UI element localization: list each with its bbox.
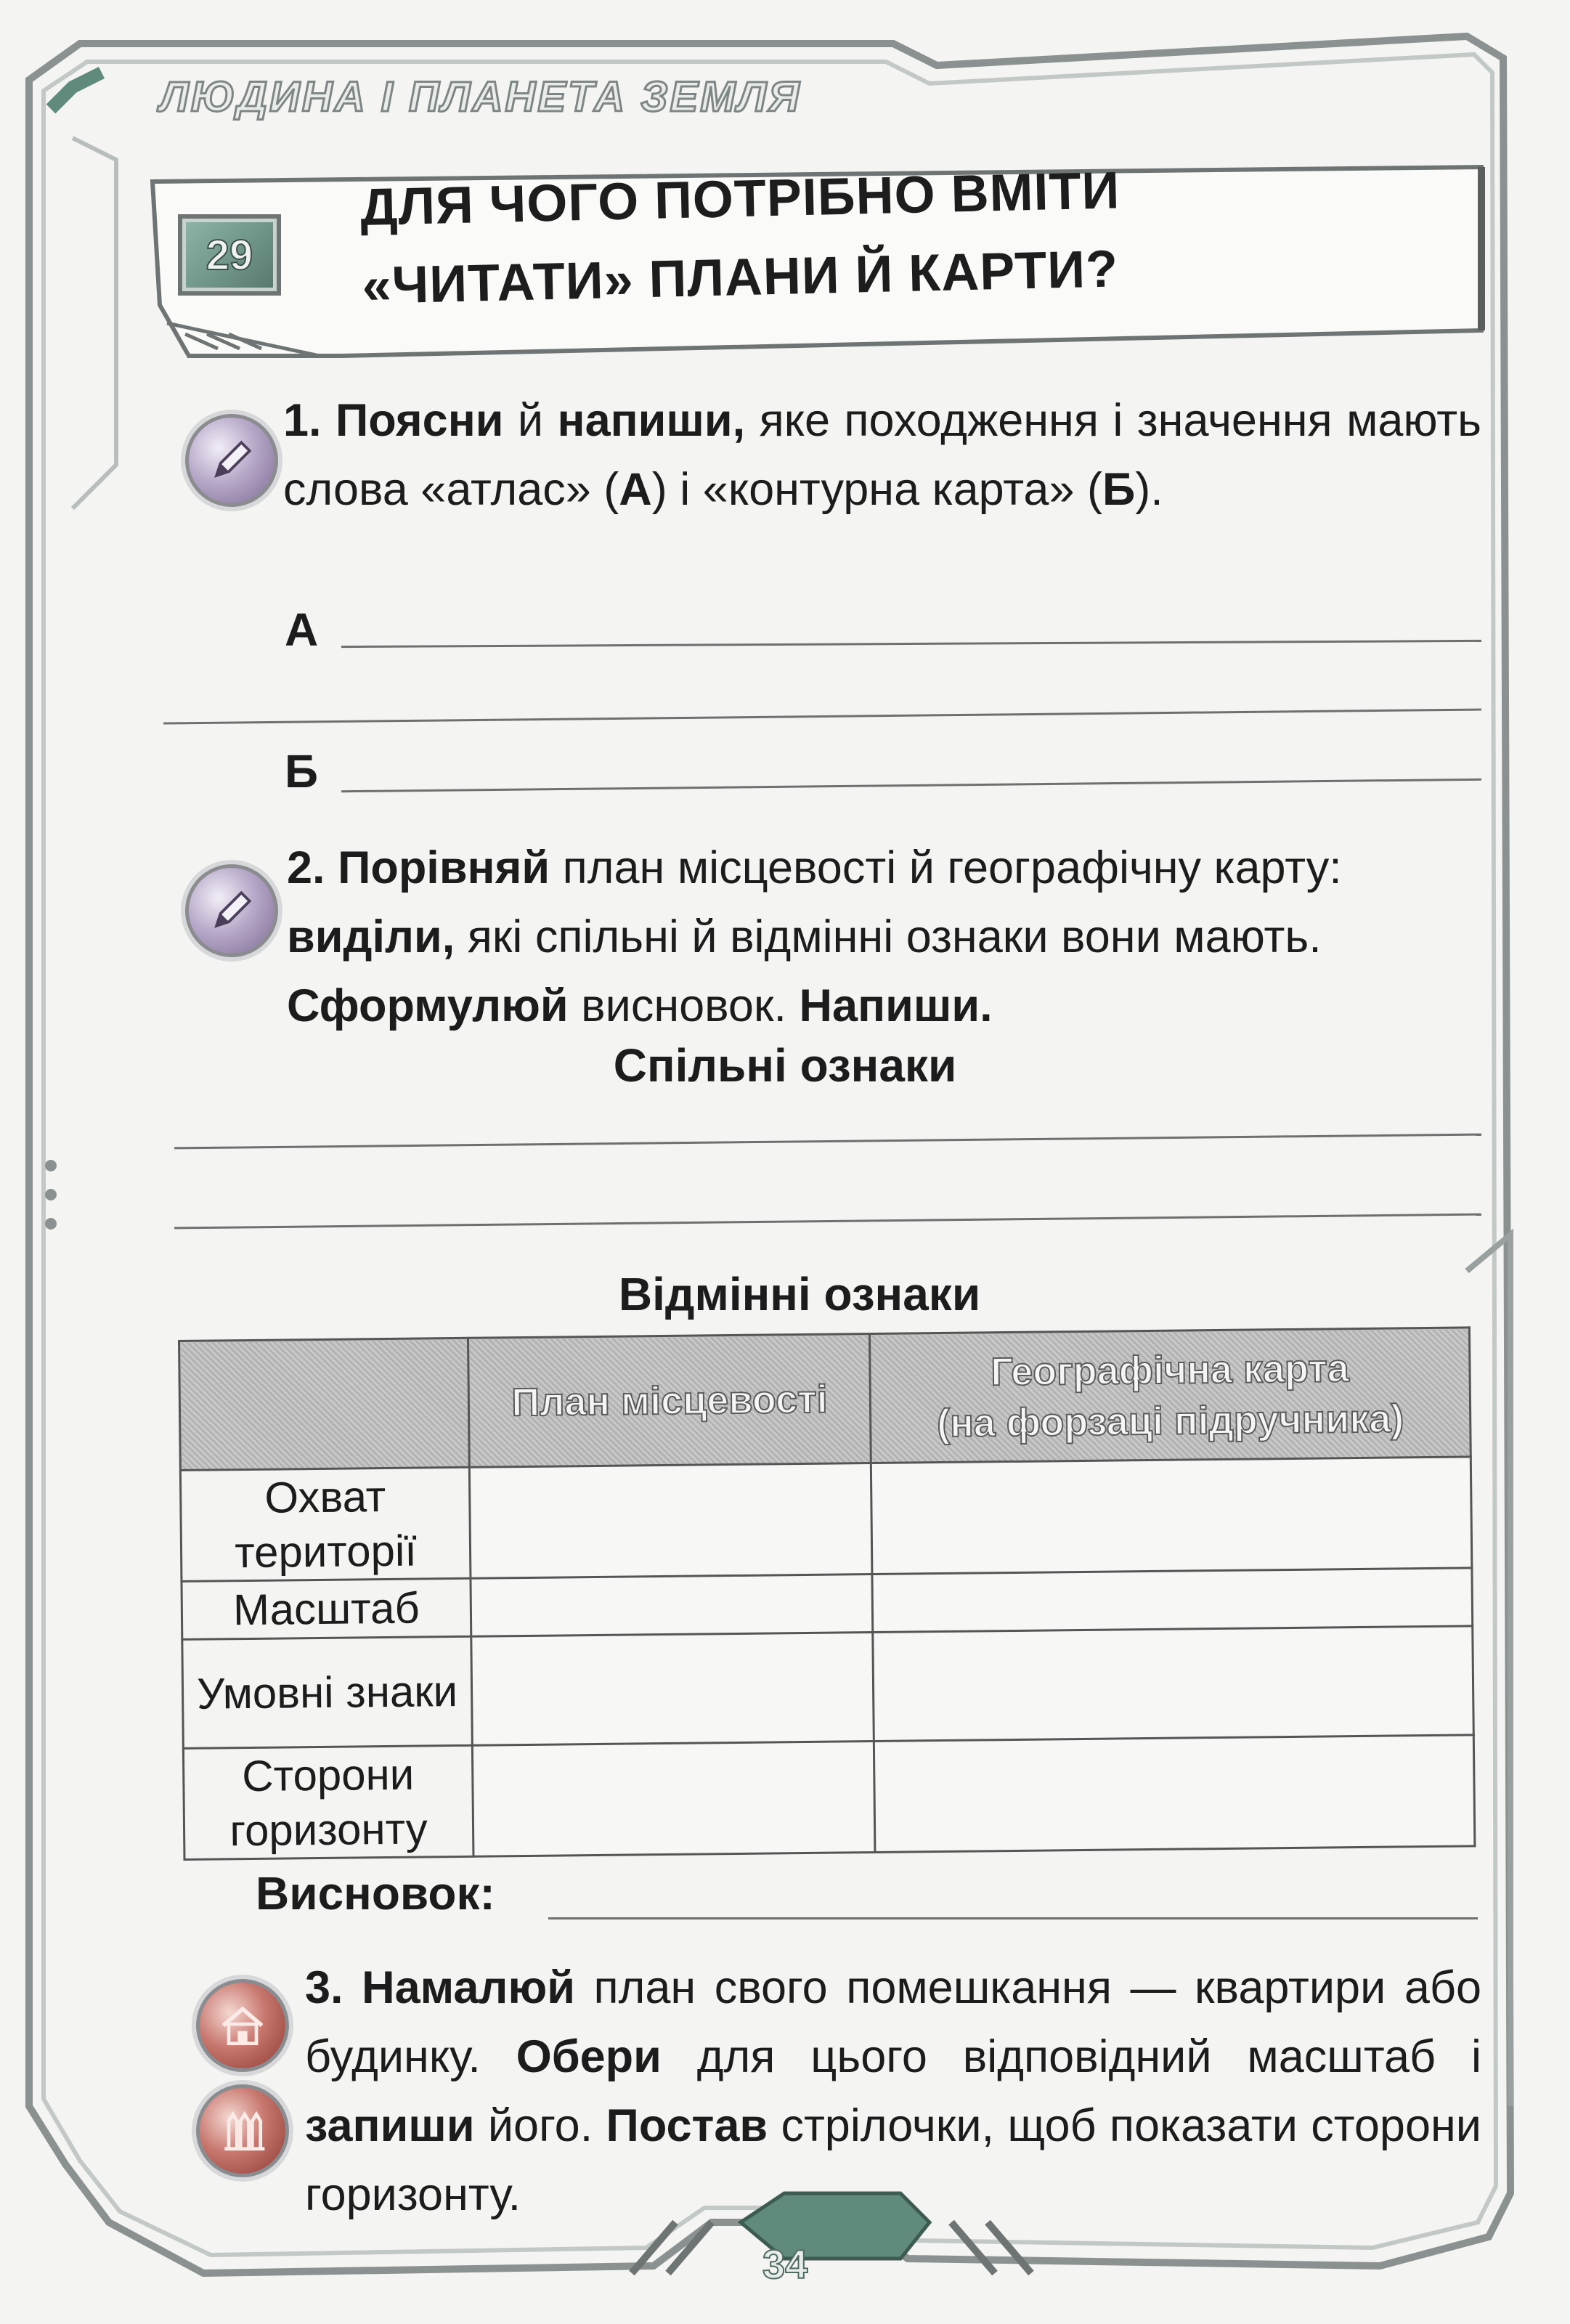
task-2-verb-formulate: Сформулюй	[287, 980, 569, 1031]
cell-map-scale[interactable]	[872, 1568, 1473, 1633]
task-3-verb-choose: Обери	[516, 2031, 662, 2082]
task-2-body-c: висновок.	[581, 980, 787, 1031]
table-header-map	[869, 1328, 1471, 1463]
task-1-body-b: ) і «контурна карта» (	[651, 464, 1102, 515]
task-2-text	[287, 834, 1485, 1041]
task-3-body-d: стрілочки, щоб показати сторони горизонту.	[305, 2100, 1481, 2220]
task-2-verb-compare: Порівняй	[338, 842, 550, 893]
task-3-verb-record: запиши	[305, 2100, 475, 2151]
task-2-verb-write: Напиши.	[799, 980, 993, 1031]
answer-a-label: А	[285, 604, 319, 656]
table-row	[182, 1626, 1473, 1749]
different-features-title: Відмінні ознаки	[618, 1268, 981, 1320]
cell-map-directions[interactable]	[874, 1735, 1475, 1853]
page-number: 34	[762, 2241, 808, 2287]
common-features-title: Спільні ознаки	[613, 1039, 957, 1092]
task-1-number: 1.	[283, 395, 322, 446]
pencil-icon	[185, 414, 278, 507]
task-1-body-c: ).	[1135, 464, 1163, 515]
task-3-body-a: план свого помешкання — квартири або будинку.	[305, 1962, 1481, 2082]
task-2-body-b: які спільні й відмінні ознаки вони мають.	[467, 911, 1322, 962]
cell-plan-directions[interactable]	[472, 1741, 875, 1856]
task-1-text	[283, 386, 1481, 524]
conclusion-line[interactable]	[548, 1917, 1478, 1919]
task-2-body-a: план місцевості й географічну карту:	[562, 842, 1342, 893]
section-title: ЛЮДИНА І ПЛАНЕТА ЗЕМЛЯ	[160, 73, 802, 121]
lesson-number-badge: 29	[178, 214, 281, 296]
task-2-number: 2.	[287, 842, 325, 893]
task-1-label-b: Б	[1102, 464, 1136, 515]
answer-b-label: Б	[285, 745, 318, 797]
table-corner-header	[179, 1338, 470, 1470]
task-1-verb-write: напиши,	[557, 395, 746, 446]
table-header-map-title: Географічна карта	[990, 1346, 1350, 1394]
task-2-verb-select: виділи,	[287, 911, 455, 962]
cell-plan-scale[interactable]	[471, 1575, 873, 1637]
task-3-verb-place: Постав	[606, 2100, 768, 2151]
lesson-title	[359, 143, 1489, 325]
cell-plan-symbols[interactable]	[471, 1633, 874, 1746]
table-row	[180, 1457, 1472, 1582]
task-3-body-b: для цього відповідний масштаб і	[696, 2031, 1481, 2082]
pencils-icon	[196, 2084, 289, 2177]
task-1-verb-explain: Поясни	[335, 395, 504, 446]
row-label-directions: Сторони горизонту	[183, 1745, 473, 1859]
cell-map-symbols[interactable]	[873, 1626, 1474, 1742]
task-3-verb-draw: Намалюй	[362, 1962, 575, 2013]
cell-plan-coverage[interactable]	[469, 1463, 872, 1579]
comparison-table	[178, 1326, 1476, 1861]
pencil-icon	[185, 864, 278, 957]
task-3-body-c: його.	[487, 2100, 593, 2151]
table-header-map-note: (на форзаці підручника)	[936, 1396, 1404, 1445]
task-1-body-a: яке походження і значення мають слова «атлас» (	[283, 395, 1481, 515]
house-icon	[196, 1979, 289, 2072]
conclusion-label: Висновок:	[256, 1867, 495, 1919]
task-1-label-a: А	[619, 464, 652, 515]
task-3-number: 3.	[305, 1962, 343, 2013]
task-3-text	[305, 1954, 1481, 2230]
row-label-coverage: Охват території	[180, 1467, 471, 1581]
row-label-symbols: Умовні знаки	[182, 1636, 473, 1748]
row-label-scale: Масштаб	[182, 1578, 471, 1639]
table-header-plan: План місцевості	[468, 1334, 871, 1468]
lesson-title-line-2: «ЧИТАТИ» ПЛАНИ Й КАРТИ?	[361, 240, 1119, 315]
task-1-conjunction: й	[517, 395, 544, 446]
table-row	[183, 1735, 1475, 1860]
lesson-title-line-1: ДЛЯ ЧОГО ПОТРІБНО ВМІТИ	[359, 161, 1121, 237]
cell-map-coverage[interactable]	[871, 1457, 1472, 1575]
